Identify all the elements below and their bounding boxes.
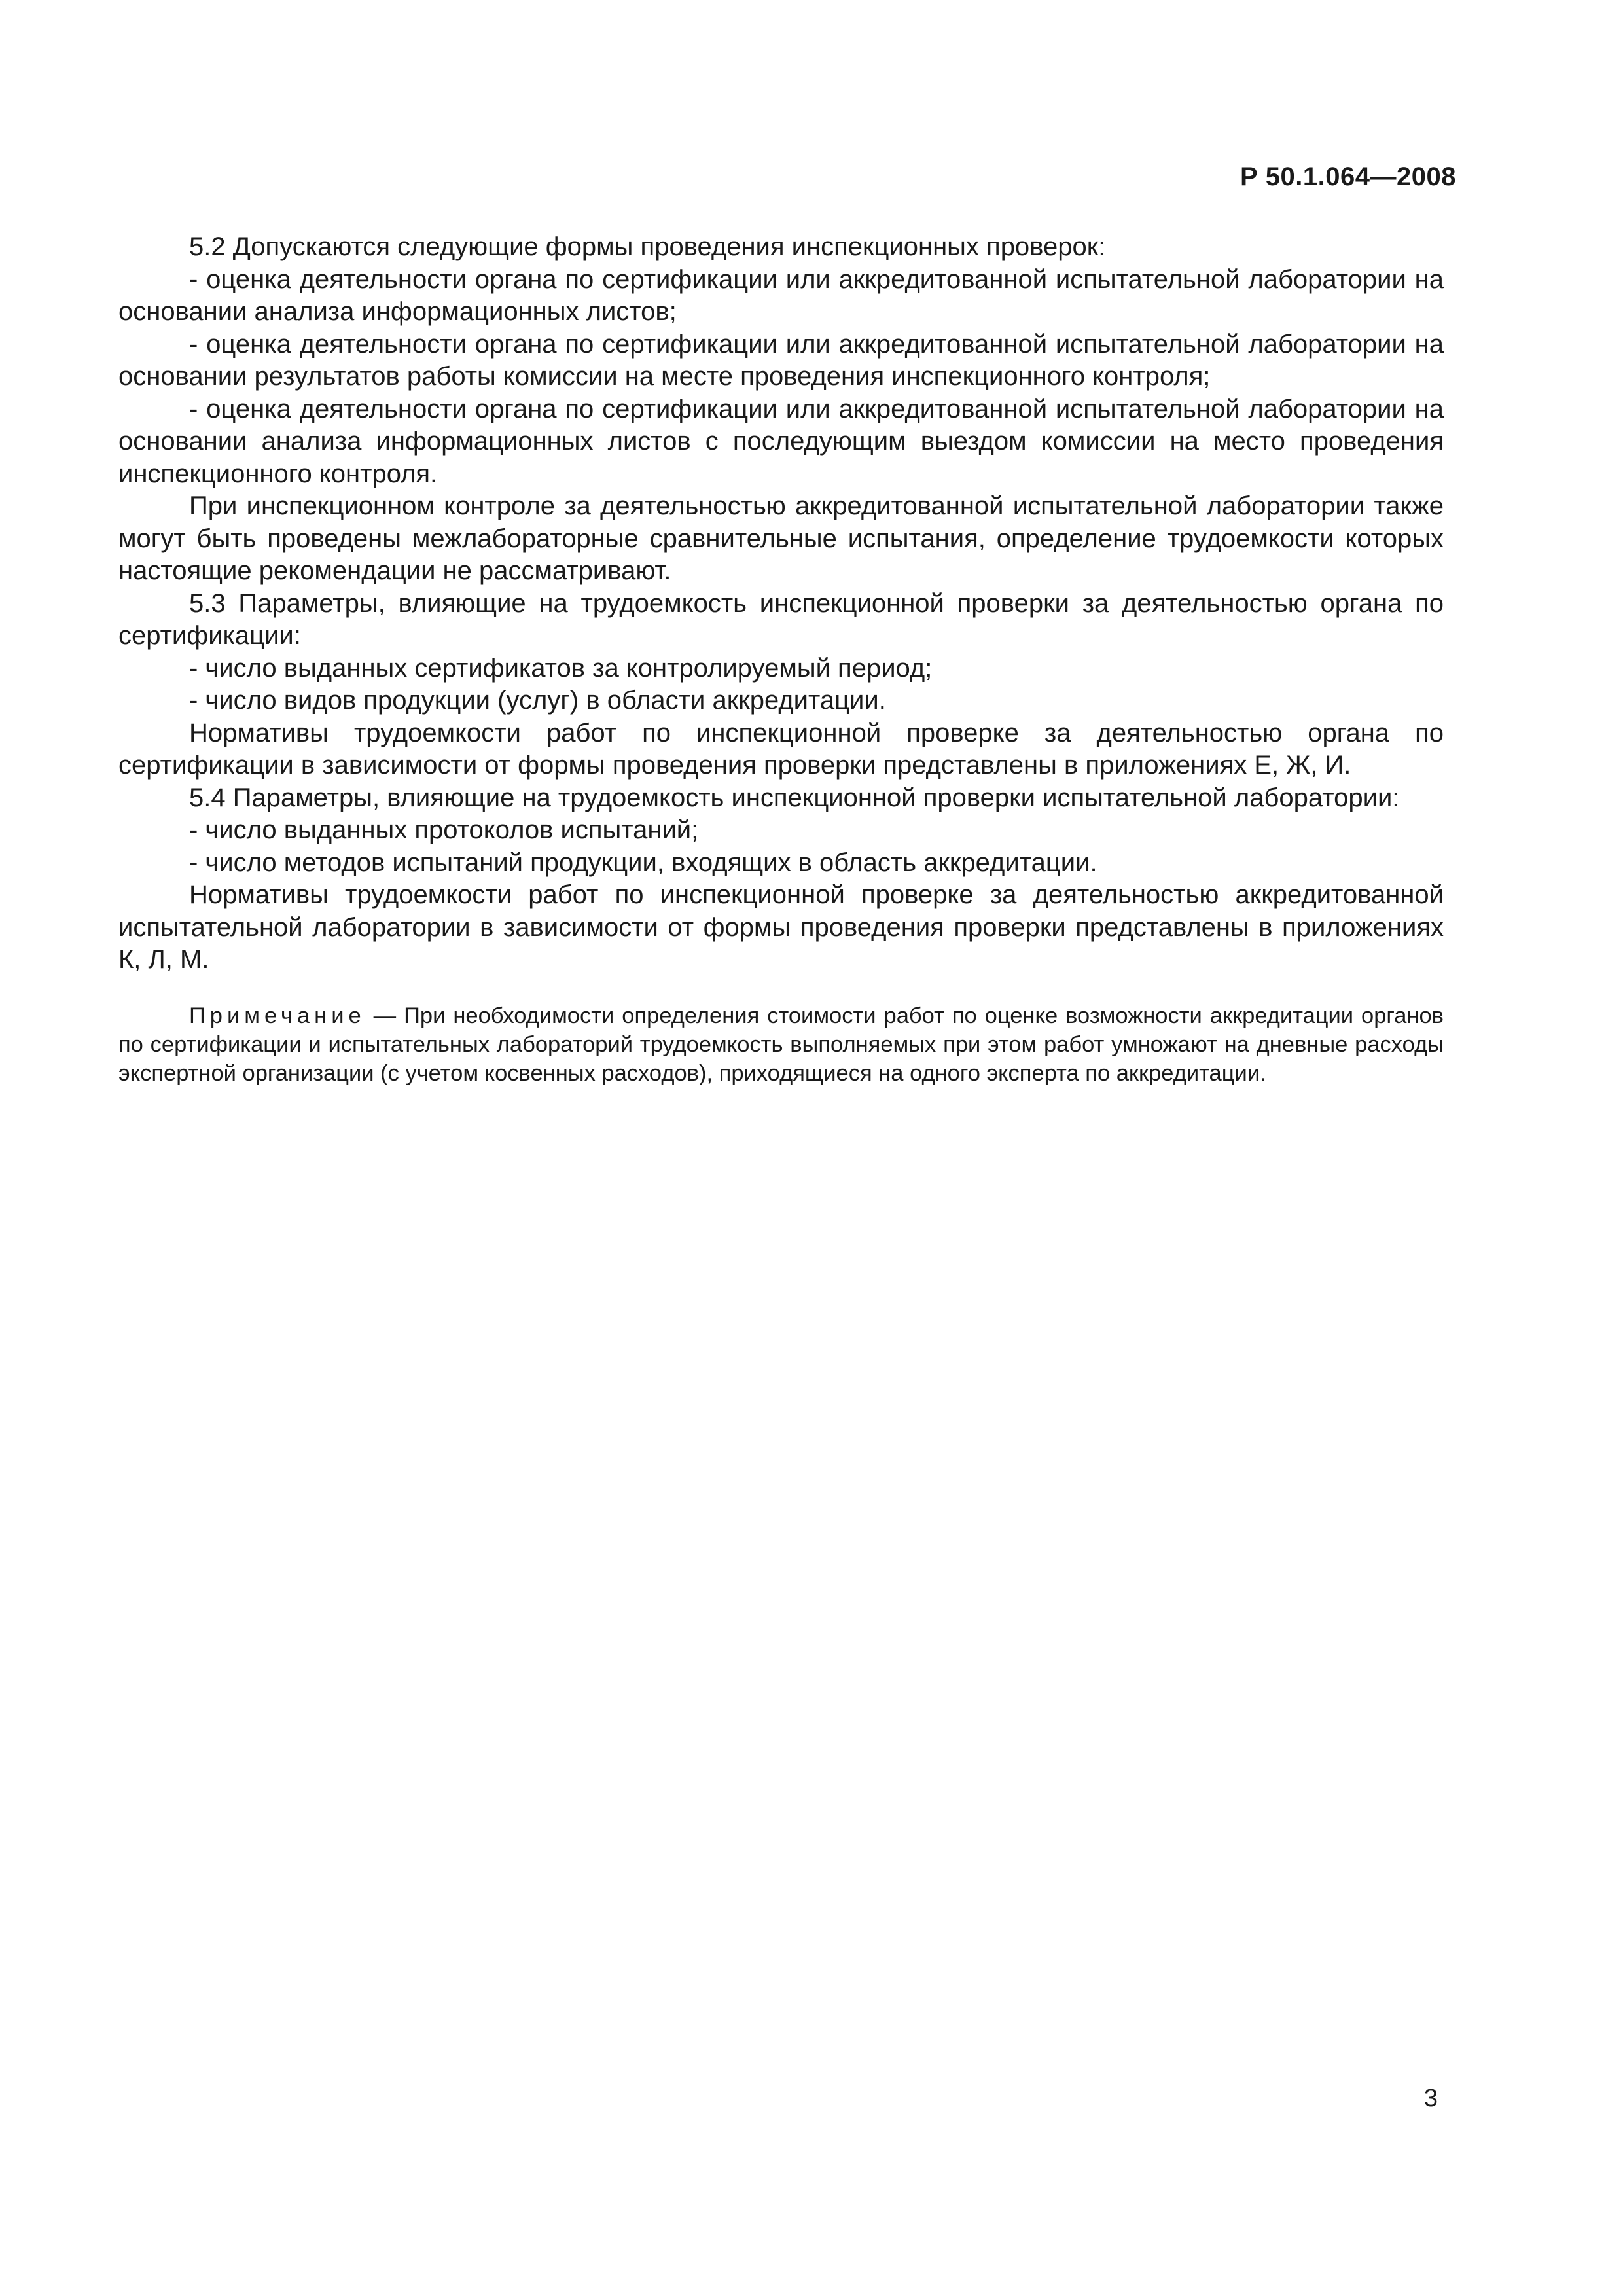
paragraph: Нормативы трудоемкости работ по инспекционной проверке за деятельностью аккредитованной испытательной лаборатории в зависимости от формы проведения проверки представлены в приложениях К, Л, М.: [118, 880, 1444, 974]
note-text: — При необходимости определения стоимости работ по оценке возможности аккредитации органов по сертификации и испытательных лабораторий трудоемкость выполняемых при этом работ умножают на дневные расходы экспертной организации (с учетом косвенных расходов), приходящиеся на одного эксперта по аккредитации.: [118, 1003, 1444, 1086]
list-item: - оценка деятельности органа по сертификации или аккредитованной испытательной лаборатории на основании результатов работы комиссии на месте проведения инспекционного контроля;: [118, 329, 1444, 391]
list-item: - оценка деятельности органа по сертификации или аккредитованной испытательной лаборатории на основании анализа информационных листов с последующим выездом комиссии на место проведения инспекционного контроля.: [118, 394, 1444, 488]
list-item: - число выданных сертификатов за контролируемый период;: [189, 653, 933, 683]
list-item: - число видов продукции (услуг) в области аккредитации.: [189, 686, 886, 715]
page-number: 3: [1423, 2085, 1438, 2112]
body-text: [118, 231, 1444, 977]
note: [118, 1001, 1444, 1088]
document-code: Р 50.1.064—2008: [1240, 162, 1456, 191]
note-paragraph: [118, 1001, 1444, 1088]
paragraph-5-2: 5.2 Допускаются следующие формы проведения инспекционных проверок:: [189, 232, 1106, 261]
paragraph-5-3: 5.3 Параметры, влияющие на трудоемкость инспекционной проверки за деятельностью органа по сертификации:: [118, 588, 1444, 650]
paragraph: Нормативы трудоемкости работ по инспекционной проверке за деятельностью органа по сертификации в зависимости от формы проведения проверки представлены в приложениях Е, Ж, И.: [118, 718, 1444, 780]
paragraph: При инспекционном контроле за деятельностью аккредитованной испытательной лаборатории также могут быть проведены межлабораторные сравнительные испытания, определение трудоемкости которых настоящие рекомендации не рассматривают.: [118, 492, 1444, 585]
list-item: - число методов испытаний продукции, входящих в область аккредитации.: [189, 848, 1097, 877]
list-item: - число выданных протоколов испытаний;: [189, 816, 699, 844]
note-label: Примечание: [189, 1003, 366, 1028]
paragraph-5-4: 5.4 Параметры, влияющие на трудоемкость инспекционной проверки испытательной лаборатории:: [189, 783, 1400, 812]
list-item: - оценка деятельности органа по сертификации или аккредитованной испытательной лаборатории на основании анализа информационных листов;: [118, 264, 1444, 326]
